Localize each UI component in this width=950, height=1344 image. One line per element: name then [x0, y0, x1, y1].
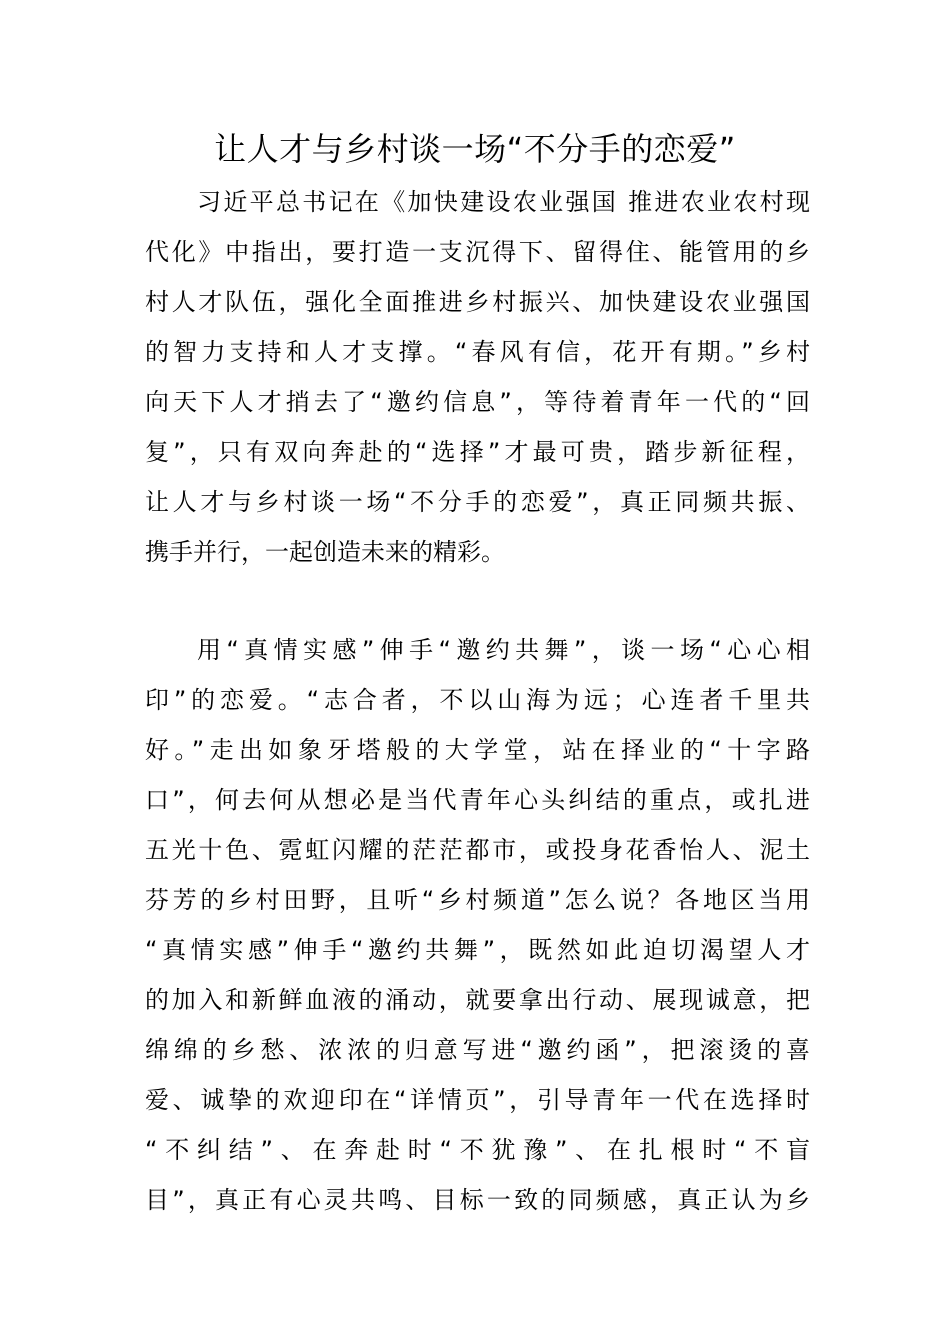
- paragraph-line: 村人才队伍，强化全面推进乡村振兴、加快建设农业强国: [145, 288, 810, 316]
- paragraph-line: 爱、诚挚的欢迎印在“详情页”，引导青年一代在选择时: [145, 1086, 810, 1114]
- paragraph-line: 的智力支持和人才支撑。“春风有信，花开有期。”乡村: [145, 338, 810, 366]
- paragraph-2: [145, 625, 810, 1225]
- paragraph-line: 代化》中指出，要打造一支沉得下、留得住、能管用的乡: [145, 238, 810, 266]
- paragraph-line: 习近平总书记在《加快建设农业强国 推进农业农村现: [197, 188, 810, 216]
- paragraph-line: 目”，真正有心灵共鸣、目标一致的同频感，真正认为乡: [145, 1186, 810, 1214]
- paragraph-line: “真情实感”伸手“邀约共舞”，既然如此迫切渴望人才: [145, 936, 810, 964]
- paragraph-line: 绵绵的乡愁、浓浓的归意写进“邀约函”，把滚烫的喜: [145, 1036, 810, 1064]
- paragraph-line: 的加入和新鲜血液的涌动，就要拿出行动、展现诚意，把: [145, 986, 810, 1014]
- paragraph-line: 印”的恋爱。“志合者，不以山海为远；心连者千里共: [145, 686, 810, 714]
- paragraph-line: 让人才与乡村谈一场“不分手的恋爱”，真正同频共振、: [145, 488, 810, 516]
- paragraph-line: 五光十色、霓虹闪耀的茫茫都市，或投身花香怡人、泥土: [145, 836, 810, 864]
- paragraph-line: 好。”走出如象牙塔般的大学堂，站在择业的“十字路: [145, 736, 810, 764]
- paragraph-line: 复”，只有双向奔赴的“选择”才最可贵，踏步新征程，: [145, 438, 810, 466]
- paragraph-1: [145, 177, 810, 577]
- paragraph-line: 向天下人才捎去了“邀约信息”，等待着青年一代的“回: [145, 388, 810, 416]
- document-title: 让人才与乡村谈一场“不分手的恋爱”: [214, 130, 736, 168]
- paragraph-line: “不纠结”、在奔赴时“不犹豫”、在扎根时“不盲: [145, 1136, 810, 1164]
- paragraph-line: 用“真情实感”伸手“邀约共舞”，谈一场“心心相: [197, 636, 810, 664]
- paragraph-line: 芬芳的乡村田野，且听“乡村频道”怎么说？各地区当用: [145, 886, 810, 914]
- paragraph-line: 携手并行，一起创造未来的精彩。: [145, 538, 505, 566]
- paragraph-line: 口”，何去何从想必是当代青年心头纠结的重点，或扎进: [145, 786, 810, 814]
